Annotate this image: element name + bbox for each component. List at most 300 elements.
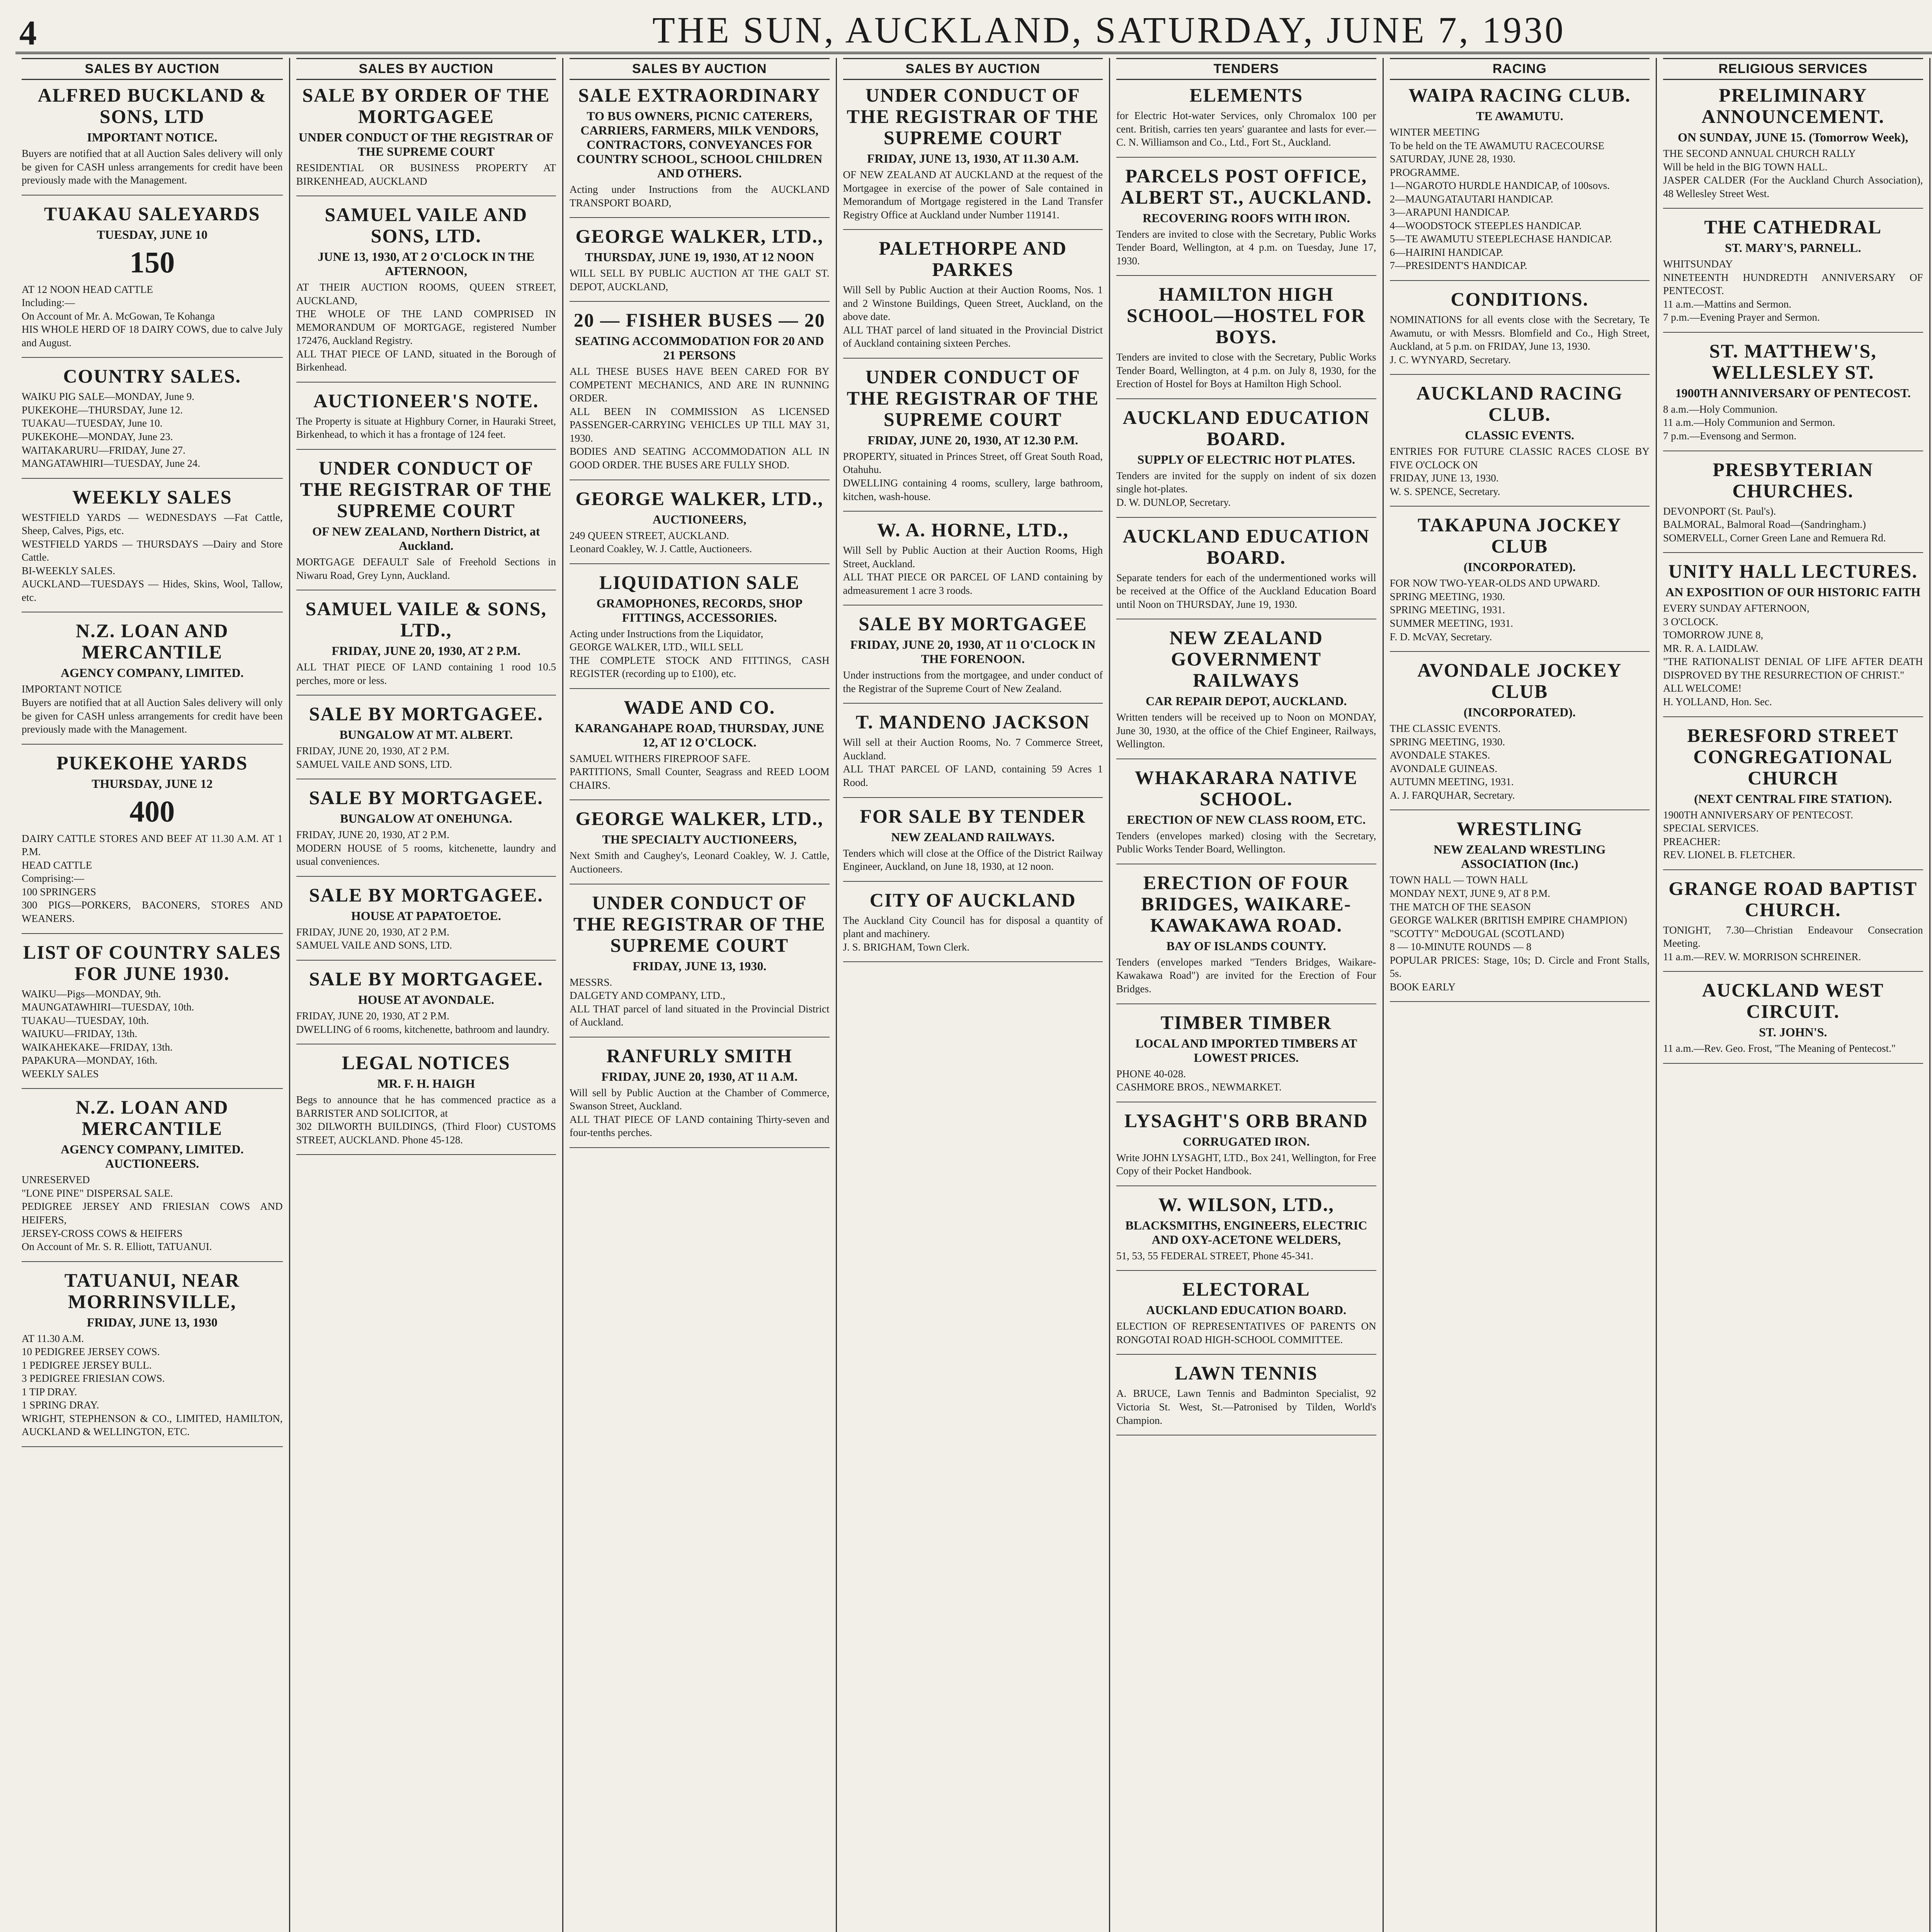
notice-title: SALE BY MORTGAGEE: [858, 613, 1087, 635]
notice-subtitle: CLASSIC EVENTS.: [1465, 428, 1575, 442]
notice-title: LIST OF COUNTRY SALES FOR JUNE 1930.: [23, 941, 281, 984]
notice-subtitle: RECOVERING ROOFS WITH IRON.: [1143, 211, 1350, 225]
notice-body: [1116, 1067, 1376, 1094]
notice-subtitle: BLACKSMITHS, ENGINEERS, ELECTRIC AND OXY-ACETONE WELDERS,: [1125, 1218, 1367, 1247]
notice-body: [1663, 505, 1923, 545]
notice-title: HAMILTON HIGH SCHOOL—HOSTEL FOR BOYS.: [1126, 283, 1366, 348]
notice-line: 6—HAIRINI HANDICAP.: [1389, 246, 1503, 258]
notice-line: HEAD CATTLE: [22, 859, 92, 871]
notice-line: 1 SPRING DRAY.: [22, 1399, 99, 1411]
notice: [843, 366, 1103, 512]
notice-title: AUCTIONEER'S NOTE.: [313, 389, 539, 412]
notice-body: [1116, 1387, 1376, 1427]
notice-body: [1663, 923, 1923, 964]
notice-line: THE MATCH OF THE SEASON: [1389, 901, 1531, 913]
notice-line: Including:—: [22, 297, 75, 309]
notice-line: 5—TE AWAMUTU STEEPLECHASE HANDICAP.: [1389, 233, 1612, 245]
notice-subtitle: CORRUGATED IRON.: [1183, 1134, 1310, 1148]
notice-title: ERECTION OF FOUR BRIDGES, WAIKARE-KAWAKAWA ROAD.: [1141, 871, 1352, 936]
notice: [22, 1270, 283, 1447]
notice-body: [843, 283, 1103, 350]
notice-title: LIQUIDATION SALE: [599, 571, 800, 593]
notice: [843, 889, 1103, 963]
notice: [1663, 725, 1923, 870]
notice: [22, 620, 283, 744]
notice-line: SPRING MEETING, 1930.: [1389, 590, 1505, 602]
notice: [1116, 1012, 1376, 1102]
notice: [1663, 878, 1923, 972]
notice-title: SAMUEL VAILE & SONS, LTD.,: [305, 598, 547, 641]
notice-body: [296, 660, 556, 687]
notice-body: [296, 1093, 556, 1146]
notice-line: AT THEIR AUCTION ROOMS, QUEEN STREET, AUCKLAND,: [296, 281, 556, 306]
notice: [22, 1097, 283, 1262]
notice-title: CITY OF AUCKLAND: [869, 889, 1076, 911]
notice-subtitle: BUNGALOW AT ONEHUNGA.: [340, 811, 512, 826]
notice-line: DAIRY CATTLE STORES AND BEEF AT 11.30 A.M. AT 1 P.M.: [22, 832, 283, 858]
notice-body: [1390, 445, 1650, 498]
notice-title: NEW ZEALAND GOVERNMENT RAILWAYS: [1169, 627, 1323, 691]
column-8: [1929, 58, 1932, 1932]
notice-big-number: 150: [129, 245, 175, 279]
notice-body: [1663, 403, 1923, 443]
notice-title: BERESFORD STREET CONGREGATIONAL CHURCH: [1687, 724, 1899, 789]
notice-title: UNDER CONDUCT OF THE REGISTRAR OF THE SUPREME COURT: [847, 366, 1099, 430]
notice-body: [1116, 711, 1376, 751]
notice-line: BI-WEEKLY SALES.: [22, 565, 116, 577]
notice: [22, 486, 283, 613]
notice-line: Separate tenders for each of the undermentioned works will be received at the Office of the Auckland Education Board until Noon on THURSDAY, June 19, 1930.: [1116, 571, 1376, 610]
notice: [296, 884, 556, 961]
notice-line: ALL BEEN IN COMMISSION AS LICENSED PASSENGER-CARRYING VEHICLES UP TILL MAY 31, 1930.: [570, 405, 830, 444]
notice-subtitle: SEATING ACCOMMODATION FOR 20 AND 21 PERSONS: [575, 334, 824, 362]
notice-line: DWELLING containing 4 rooms, scullery, large bathroom, kitchen, wash-house.: [843, 477, 1103, 502]
notice-line: 11 a.m.—Rev. Geo. Frost, "The Meaning of Pentecost.": [1663, 1043, 1896, 1054]
notice-title: TUAKAU SALEYARDS: [44, 202, 260, 224]
notice: [570, 697, 830, 801]
notice-body: [570, 849, 830, 876]
notice-subtitle: THURSDAY, JUNE 12: [92, 776, 213, 791]
notice-line: WINTER MEETING: [1389, 126, 1480, 138]
notice-line: PEDIGREE JERSEY AND FRIESIAN COWS AND HEIFERS,: [22, 1201, 283, 1226]
notice-line: To be held on the TE AWAMUTU RACECOURSE: [1389, 139, 1605, 151]
notice-subtitle: (INCORPORATED).: [1463, 705, 1576, 719]
notice-line: AT 11.30 A.M.: [22, 1332, 84, 1344]
notice-subtitle: (INCORPORATED).: [1463, 560, 1576, 574]
notice-title: PARCELS POST OFFICE, ALBERT ST., AUCKLAND.: [1120, 165, 1372, 208]
notice-subtitle: KARANGAHAPE ROAD, THURSDAY, JUNE 12, AT 12 O'CLOCK.: [575, 721, 824, 749]
notice-line: "THE RATIONALIST DENIAL OF LIFE AFTER DEATH DISPROVED BY THE RESURRECTION OF CHRIST.": [1663, 656, 1923, 681]
notice-line: GEORGE WALKER, LTD., WILL SELL: [570, 641, 743, 653]
notice-title: ALFRED BUCKLAND & SONS, LTD: [37, 84, 267, 127]
notice-line: ALL WELCOME!: [1663, 682, 1742, 694]
notice-line: AT 12 NOON HEAD CATTLE: [22, 283, 153, 295]
notice-line: JASPER CALDER (For the Auckland Church Association), 48 Wellesley Street West.: [1663, 174, 1923, 199]
column-4: [836, 58, 1109, 1932]
notice-line: ALL THAT parcel of land situated in the Provincial District of Auckland.: [570, 1003, 830, 1028]
notice-line: THE WHOLE OF THE LAND COMPRISED IN MEMORANDUM OF MORTGAGE, registered Number 172476, Auckland Registry.: [296, 308, 556, 347]
notice-title: UNDER CONDUCT OF THE REGISTRAR OF THE SUPREME COURT: [573, 891, 826, 956]
notice: [1116, 526, 1376, 620]
notice-line: NINETEENTH HUNDREDTH ANNIVERSARY OF PENTECOST.: [1663, 271, 1923, 297]
notice-line: 7—PRESIDENT'S HANDICAP.: [1389, 260, 1527, 272]
notice-line: WILL SELL BY PUBLIC AUCTION AT THE GALT ST. DEPOT, AUCKLAND,: [570, 267, 830, 293]
notice-title: WADE AND CO.: [624, 696, 776, 718]
notice-line: AUTUMN MEETING, 1931.: [1389, 776, 1514, 788]
notice: [1663, 459, 1923, 553]
notice-line: SAMUEL VAILE AND SONS, LTD.: [296, 758, 452, 770]
notice-title: N.Z. LOAN AND MERCANTILE: [76, 1096, 229, 1139]
masthead: [15, 5, 1932, 54]
notice-line: 1 TIP DRAY.: [22, 1386, 77, 1398]
column-5: [1109, 58, 1383, 1932]
notice-line: MODERN HOUSE of 5 rooms, kitchenette, laundry and usual conveniences.: [296, 842, 556, 867]
notice-line: Tenders are invited to close with the Secretary, Public Works Tender Board, Wellington, at 4 p.m. on July 8, 1930, for the Erection of Hostel for Boys at Hamilton High School.: [1116, 351, 1376, 390]
notice-line: CASHMORE BROS., NEWMARKET.: [1116, 1081, 1282, 1093]
notice-line: MR. R. A. LAIDLAW.: [1663, 642, 1759, 654]
notice-body: [843, 914, 1103, 954]
notice: [1390, 289, 1650, 375]
notice-title: UNITY HALL LECTURES.: [1668, 560, 1918, 582]
notice-body: [1663, 808, 1923, 862]
notice-title: GRANGE ROAD BAPTIST CHURCH.: [1668, 877, 1918, 920]
notice-subtitle: AGENCY COMPANY, LIMITED.: [61, 666, 244, 680]
notice-title: ELEMENTS: [1189, 84, 1303, 106]
notice-line: WAITAKARURU—FRIDAY, June 27.: [22, 444, 185, 456]
notice-line: PHONE 40-028.: [1116, 1068, 1186, 1080]
notice: [296, 787, 556, 877]
notice-line: PAPAKURA—MONDAY, 16th.: [22, 1054, 158, 1066]
notice-line: AVONDALE GUINEAS.: [1389, 762, 1497, 774]
notice-body: [1390, 577, 1650, 643]
notice-line: MONDAY NEXT, JUNE 9, AT 8 P.M.: [1389, 887, 1551, 899]
notice-line: UNRESERVED: [22, 1174, 90, 1186]
notice-line: MAUNGATAWHIRI—TUESDAY, 10th.: [22, 1001, 194, 1013]
notice-body: [570, 267, 830, 293]
notice-title: N.Z. LOAN AND MERCANTILE: [76, 620, 229, 663]
notice: [22, 942, 283, 1089]
notice-body: [843, 450, 1103, 503]
notice-line: SPECIAL SERVICES.: [1663, 822, 1759, 834]
notice-line: 1 PEDIGREE JERSEY BULL.: [22, 1359, 152, 1371]
notice: [1390, 818, 1650, 1002]
notice: [1663, 216, 1923, 333]
notice-line: THE SECOND ANNUAL CHURCH RALLY: [1663, 148, 1856, 159]
notice-line: OF NEW ZEALAND AT AUCKLAND at the request of the Mortgagee in exercise of the power of Sale contained in Memorandum of Mortgage registered in the Land Transfer Registry Office at Auckland under Number 119141.: [843, 169, 1103, 221]
notice-title: AUCKLAND RACING CLUB.: [1416, 382, 1623, 425]
notice-line: The Property is situate at Highbury Corner, in Hauraki Street, Birkenhead, to which it has a frontage of 124 feet.: [296, 415, 556, 440]
notice-subtitle: AUCTIONEERS,: [652, 512, 747, 526]
notice: [1116, 85, 1376, 158]
notice-body: [1390, 126, 1650, 272]
notice-body: [22, 1332, 283, 1439]
notice-title: RANFURLY SMITH: [606, 1044, 793, 1066]
notice: [843, 238, 1103, 359]
notice-subtitle: CAR REPAIR DEPOT, AUCKLAND.: [1145, 694, 1347, 708]
notice-line: MANGATAWHIRI—TUESDAY, June 24.: [22, 457, 201, 469]
notice-title: SALE EXTRAORDINARY: [578, 84, 821, 106]
notice: [1116, 284, 1376, 399]
notice-line: 8 — 10-MINUTE ROUNDS — 8: [1389, 941, 1532, 953]
notice-body: [296, 744, 556, 771]
notice-line: BALMORAL, Balmoral Road—(Sandringham.): [1663, 519, 1866, 531]
notice-subtitle: AGENCY COMPANY, LIMITED. AUCTIONEERS.: [61, 1142, 244, 1171]
notice-subtitle: GRAMOPHONES, RECORDS, SHOP FITTINGS, ACCESSORIES.: [596, 596, 803, 624]
notice: [1116, 627, 1376, 759]
notice-body: [843, 544, 1103, 597]
notice-line: SPRING MEETING, 1931.: [1389, 604, 1505, 616]
notice: [1390, 514, 1650, 652]
notice-line: TOWN HALL — TOWN HALL: [1389, 874, 1528, 886]
notice-body: [296, 161, 556, 188]
notice-line: PUKEKOHE—MONDAY, June 23.: [22, 431, 173, 443]
notice: [843, 613, 1103, 704]
notice-body: [22, 390, 283, 470]
notice-body: [1116, 109, 1376, 149]
notice-line: Tenders are invited to close with the Secretary, Public Works Tender Board, Wellington, at 4 p.m. on Tuesday, June 17, 1930.: [1116, 228, 1376, 267]
notice: [1663, 85, 1923, 209]
notice: [296, 598, 556, 696]
notice-body: [1663, 602, 1923, 708]
notice: [843, 711, 1103, 798]
notice-subtitle: FRIDAY, JUNE 13, 1930.: [633, 959, 767, 973]
notice-title: AVONDALE JOCKEY CLUB: [1417, 659, 1622, 702]
notice-line: MESSRS.: [570, 976, 612, 988]
notice-line: RESIDENTIAL OR BUSINESS PROPERTY AT BIRKENHEAD, AUCKLAND: [296, 162, 556, 187]
notice-line: 2—MAUNGATAUTARI HANDICAP.: [1389, 193, 1553, 205]
notice-line: PROPERTY, situated in Princes Street, off Great South Road, Otahuhu.: [843, 450, 1103, 476]
notice: [570, 808, 830, 884]
notice-subtitle: OF NEW ZEALAND, Northern District, at Auckland.: [312, 524, 540, 553]
notice-subtitle: FRIDAY, JUNE 20, 1930, AT 12.30 P.M.: [867, 433, 1078, 447]
notice: [1663, 980, 1923, 1064]
notice-line: FRIDAY, JUNE 13, 1930.: [1389, 472, 1499, 484]
notice-line: 7 p.m.—Evensong and Sermon.: [1663, 430, 1796, 442]
notice: [570, 892, 830, 1037]
notice-line: 4—WOODSTOCK STEEPLES HANDICAP.: [1389, 219, 1582, 231]
notice-body: [570, 752, 830, 792]
notice-body: [1116, 829, 1376, 856]
notice-line: Under instructions from the mortgagee, and under conduct of the Registrar of the Supreme Court of New Zealand.: [843, 669, 1103, 694]
notice: [570, 85, 830, 218]
notice-line: SAMUEL WITHERS FIREPROOF SAFE.: [570, 752, 751, 764]
notice-body: [1663, 257, 1923, 324]
notice-title: SALE BY MORTGAGEE.: [309, 703, 543, 725]
column-2: [289, 58, 563, 1932]
notice-line: WAIUKU—FRIDAY, 13th.: [22, 1028, 138, 1040]
notice-body: [570, 627, 830, 680]
notice: [296, 457, 556, 590]
notice-title: PRESBYTERIAN CHURCHES.: [1713, 458, 1874, 502]
notice-line: TONIGHT, 7.30—Christian Endeavour Consecration Meeting.: [1663, 924, 1923, 949]
notice-line: H. YOLLAND, Hon. Sec.: [1663, 696, 1772, 708]
notice-title: PRELIMINARY ANNOUNCEMENT.: [1701, 84, 1885, 127]
notice-line: Tenders (envelopes marked) closing with the Secretary, Public Works Tender Board, Wellington.: [1116, 830, 1376, 855]
notice-line: 7 p.m.—Evening Prayer and Sermon.: [1663, 311, 1820, 323]
notice: [843, 85, 1103, 230]
notice-body: [1116, 350, 1376, 391]
notice-line: Will Sell by Public Auction at their Auction Rooms, Nos. 1 and 2 Winstone Buildings, Queen Street, Auckland, on the above date.: [843, 284, 1103, 323]
notice-line: WAIKAHEKAKE—FRIDAY, 13th.: [22, 1041, 173, 1053]
notice-body: [1663, 1042, 1923, 1055]
notice-subtitle: TUESDAY, JUNE 10: [97, 227, 208, 242]
notice-line: WRIGHT, STEPHENSON & CO., LIMITED, HAMILTON, AUCKLAND & WELLINGTON, ETC.: [22, 1412, 283, 1438]
notice-body: [843, 847, 1103, 873]
notice-body: [1116, 1151, 1376, 1178]
notice-line: On Account of Mr. A. McGowan, Te Kohanga: [22, 310, 215, 322]
notice-body: [843, 168, 1103, 221]
notice-body: [570, 183, 830, 209]
notice-line: J. C. WYNYARD, Secretary.: [1389, 354, 1511, 366]
notice-line: THE COMPLETE STOCK AND FITTINGS, CASH REGISTER (recording up to £100), etc.: [570, 654, 830, 680]
notice-body: [1390, 313, 1650, 366]
notice-line: EVERY SUNDAY AFTERNOON,: [1663, 602, 1810, 614]
notice-line: SOMERVELL, Corner Green Lane and Remuera Rd.: [1663, 532, 1886, 544]
notice-line: Will sell by Public Auction at the Chamber of Commerce, Swanson Street, Auckland.: [570, 1087, 830, 1112]
notice-body: [843, 736, 1103, 789]
notice-title: LYSAGHT'S ORB BRAND: [1124, 1109, 1368, 1131]
notice-line: Leonard Coakley, W. J. Cattle, Auctioneers.: [570, 543, 752, 555]
notice-subtitle: FRIDAY, JUNE 20, 1930, AT 11 O'CLOCK IN THE FORENOON.: [850, 638, 1096, 666]
notice: [1116, 1110, 1376, 1186]
notice-line: 11 a.m.—REV. W. MORRISON SCHREINER.: [1663, 951, 1861, 963]
notice-body: [570, 365, 830, 471]
notice-line: 100 SPRINGERS: [22, 886, 96, 898]
notice: [1116, 1194, 1376, 1271]
notice-subtitle: ON SUNDAY, JUNE 15. (Tomorrow Week),: [1678, 130, 1908, 144]
notice-body: [22, 682, 283, 736]
notice: [296, 204, 556, 383]
notice-body: [1390, 722, 1650, 802]
notice-title: T. MANDENO JACKSON: [855, 711, 1090, 733]
notice-line: PUKEKOHE—THURSDAY, June 12.: [22, 404, 183, 416]
notice-subtitle: SUPPLY OF ELECTRIC HOT PLATES.: [1137, 452, 1355, 466]
notice-line: F. D. McVAY, Secretary.: [1389, 631, 1492, 643]
notice-subtitle: AN EXPOSITION OF OUR HISTORIC FAITH: [1665, 585, 1921, 599]
notice-line: A. BRUCE, Lawn Tennis and Badminton Specialist, 92 Victoria St. West, St.—Patronised by Tilden, World's Champion.: [1116, 1388, 1376, 1426]
notice-title: PALETHORPE AND PARKES: [879, 237, 1067, 281]
notice-line: PROGRAMME.: [1389, 166, 1460, 178]
notice-line: MORTGAGE DEFAULT Sale of Freehold Sections in Niwaru Road, Grey Lynn, Auckland.: [296, 556, 556, 581]
notice-line: 8 a.m.—Holy Communion.: [1663, 403, 1778, 415]
notice-line: TUAKAU—TUESDAY, 10th.: [22, 1014, 149, 1026]
notice-line: HIS WHOLE HERD OF 18 DAIRY COWS, due to calve July and August.: [22, 323, 283, 349]
notice: [570, 488, 830, 564]
notice-line: Acting under Instructions from the Liquidator,: [570, 628, 764, 639]
notice: [570, 1045, 830, 1148]
notice-body: [296, 1009, 556, 1036]
column-header: TENDERS: [1116, 58, 1376, 80]
notice-body: [1116, 228, 1376, 268]
notice-title: GEORGE WALKER, LTD.,: [575, 808, 824, 830]
notice-title: GEORGE WALKER, LTD.,: [575, 225, 824, 247]
notice-line: Comprising:—: [22, 872, 85, 884]
notice-line: 302 DILWORTH BUILDINGS, (Third Floor) CUSTOMS STREET, AUCKLAND. Phone 45-128.: [296, 1121, 556, 1146]
notice: [22, 752, 283, 934]
notice: [1390, 383, 1650, 507]
notice-title: W. A. HORNE, LTD.,: [877, 519, 1069, 541]
notice-big-number: 400: [129, 794, 175, 828]
notice-body: [1116, 1320, 1376, 1346]
notice-line: ALL THAT PIECE OR PARCEL OF LAND containing by admeasurement 1 acre 3 roods.: [843, 571, 1103, 596]
notice-line: ALL THAT PIECE OF LAND, situated in the Borough of Birkenhead.: [296, 348, 556, 373]
notice: [1116, 1362, 1376, 1435]
notice-line: WEEKLY SALES: [22, 1068, 99, 1080]
notice-line: JERSEY-CROSS COWS & HEIFERS: [22, 1227, 183, 1239]
notice-title: CONDITIONS.: [1451, 288, 1589, 310]
notice-title: TATUANUI, NEAR MORRINSVILLE,: [64, 1269, 240, 1312]
notice-title: THE CATHEDRAL: [1704, 216, 1882, 238]
notice-body: [296, 925, 556, 952]
notice-title: LAWN TENNIS: [1175, 1362, 1318, 1384]
column-1: [15, 58, 289, 1932]
notice-line: Acting under Instructions from the AUCKLAND TRANSPORT BOARD,: [570, 184, 830, 209]
notice-line: WAIKU—Pigs—MONDAY, 9th.: [22, 988, 161, 1000]
notice-line: DALGETY AND COMPANY, LTD.,: [570, 990, 726, 1002]
notice-title: AUCKLAND EDUCATION BOARD.: [1122, 525, 1370, 568]
notice-line: PREACHER:: [1663, 835, 1721, 847]
notice-subtitle: FRIDAY, JUNE 13, 1930: [87, 1315, 218, 1329]
notice-body: [296, 828, 556, 868]
notice-body: [1116, 1249, 1376, 1263]
notice-subtitle: JUNE 13, 1930, AT 2 O'CLOCK IN THE AFTERNOON,: [318, 250, 535, 278]
notice-title: LEGAL NOTICES: [342, 1052, 510, 1074]
notice-title: UNDER CONDUCT OF THE REGISTRAR OF THE SUPREME COURT: [847, 84, 1099, 148]
notice-line: TUAKAU—TUESDAY, June 10.: [22, 417, 163, 429]
notice-title: TAKAPUNA JOCKEY CLUB: [1417, 514, 1622, 557]
notice-line: SATURDAY, JUNE 28, 1930.: [1389, 153, 1516, 165]
notice-title: SALE BY MORTGAGEE.: [309, 787, 543, 809]
notice-line: Buyers are notified that at all Auction Sales delivery will only be given for CASH unless arrangements for credit have been previously made with the Management.: [22, 148, 283, 186]
notice-subtitle: BAY OF ISLANDS COUNTY.: [1166, 939, 1326, 953]
notice-title: SALE BY MORTGAGEE.: [309, 884, 543, 906]
notice: [296, 703, 556, 779]
notice-body: [22, 832, 283, 925]
notice-subtitle: THE SPECIALTY AUCTIONEERS,: [602, 832, 797, 847]
notice-body: [22, 987, 283, 1081]
notice: [570, 572, 830, 689]
notice-line: SAMUEL VAILE AND SONS, LTD.: [296, 939, 452, 951]
notice-subtitle: HOUSE AT PAPATOETOE.: [351, 908, 501, 923]
notice-line: WESTFIELD YARDS — WEDNESDAYS —Fat Cattle, Sheep, Calves, Pigs, etc.: [22, 511, 283, 537]
notice: [296, 1052, 556, 1155]
notice-title: COUNTRY SALES.: [63, 365, 242, 387]
column-7: [1656, 58, 1929, 1932]
notice-subtitle: THURSDAY, JUNE 19, 1930, AT 12 NOON: [585, 250, 814, 264]
notice-title: WHAKARARA NATIVE SCHOOL.: [1134, 766, 1358, 810]
notice-body: [570, 976, 830, 1029]
notice-subtitle: MR. F. H. HAIGH: [377, 1077, 475, 1091]
notice-line: Write JOHN LYSAGHT, LTD., Box 241, Wellington, for Free Copy of their Pocket Handbook.: [1116, 1151, 1376, 1177]
notice-line: SPRING MEETING, 1930.: [1389, 736, 1505, 748]
notice-line: 3—ARAPUNI HANDICAP.: [1389, 206, 1510, 218]
notice-body: [843, 668, 1103, 695]
notice-line: ALL THAT PIECE OF LAND containing 1 rood 10.5 perches, more or less.: [296, 661, 556, 686]
notice-line: DEVONPORT (St. Paul's).: [1663, 505, 1776, 517]
column-header: SALES BY AUCTION: [843, 58, 1103, 80]
notice-line: D. W. DUNLOP, Secretary.: [1116, 497, 1231, 509]
notice-line: 1900TH ANNIVERSARY OF PENTECOST.: [1663, 809, 1854, 821]
notice-subtitle: NEW ZEALAND WRESTLING ASSOCIATION (Inc.): [1434, 842, 1606, 871]
notice-line: Tenders which will close at the Office of the District Railway Engineer, Auckland, on June 18, 1930, at 12 noon.: [843, 847, 1103, 872]
notice: [570, 226, 830, 302]
notice: [1116, 872, 1376, 1004]
notice-line: Will sell at their Auction Rooms, No. 7 Commerce Street, Auckland.: [843, 736, 1103, 762]
notice-title: FOR SALE BY TENDER: [860, 805, 1086, 827]
notice-line: J. S. BRIGHAM, Town Clerk.: [843, 941, 970, 953]
notice-line: Next Smith and Caughey's, Leonard Coakley, W. J. Cattle, Auctioneers.: [570, 850, 830, 875]
notice-body: [570, 1086, 830, 1139]
